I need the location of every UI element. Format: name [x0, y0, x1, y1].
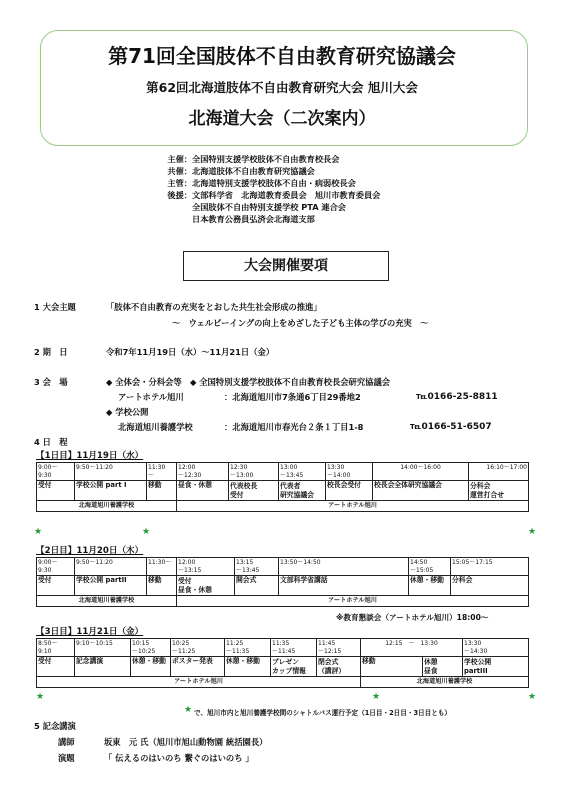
activity-cell: 昼食・休憩	[177, 481, 229, 501]
activity-cell: 分科会	[451, 576, 529, 596]
venue-cell: アートホテル旭川	[177, 596, 529, 607]
day2-label: 【2日目】11月20日（木）	[36, 546, 144, 556]
time-cell: 11:35 ～11:45	[271, 639, 317, 657]
section-title: 大会開催要項	[183, 251, 389, 281]
venue-hotel-name: アートホテル旭川	[118, 392, 184, 402]
day1-label: 【1日目】11月19日（水）	[36, 451, 144, 461]
sponsor-row: 日本教育公務員弘済会北海道支部	[192, 214, 315, 224]
activity-cell: 文部科学省講話	[279, 576, 409, 596]
event-subtitle: 第62回北海道肢体不自由教育研究大会 旭川大会	[146, 80, 418, 95]
sponsor-row: 後援：文部科学省 北海道教育委員会 旭川市教育委員会	[167, 190, 381, 200]
venue-cell: アートホテル旭川	[177, 501, 529, 512]
time-cell: 13:50～14:50	[279, 558, 409, 576]
star-icon: ★	[528, 692, 537, 702]
time-cell: 9:50～11:20	[75, 463, 147, 481]
activity-cell: 学校公開 partIII	[463, 657, 529, 677]
day3-label: 【3日目】11月21日（金）	[36, 627, 144, 637]
event-subtitle-2: 北海道大会（二次案内）	[188, 109, 376, 129]
activity-cell: 代表者 研究協議会	[279, 481, 326, 501]
activity-cell: 受付 昼食・休憩	[177, 576, 235, 596]
activity-cell: 受付	[37, 481, 75, 501]
speaker-name: 坂東 元 氏（旭川市旭山動物園 統括園長）	[104, 737, 268, 747]
time-cell: 12:15 ～ 13:30	[361, 639, 463, 657]
sponsor-row: 主催：全国特別支援学校肢体不自由教育校長会	[167, 154, 340, 164]
activity-cell: 休憩・移動	[409, 576, 451, 596]
sponsor-list	[148, 153, 380, 225]
time-cell: 11:30 ～	[147, 463, 177, 481]
activity-cell: 受付	[37, 576, 75, 596]
sponsor-row: 共催：北海道肢体不自由教育研究協議会	[167, 166, 315, 176]
star-icon: ★	[34, 527, 43, 537]
time-cell: 15:05～17:15	[451, 558, 529, 576]
activity-cell: ポスター発表	[171, 657, 225, 677]
time-cell: 13:30 ～14:30	[463, 639, 529, 657]
time-cell: 8:50～ 9:10	[37, 639, 75, 657]
activity-cell: 休憩 昼食	[423, 657, 463, 677]
period-label: 2 期 日	[34, 347, 68, 357]
activity-cell: 移動	[147, 576, 177, 596]
venue-school-tel: ℡0166-51-6507	[410, 422, 492, 432]
banquet-note: ※教育懇談会（アートホテル旭川）18:00～	[336, 613, 489, 622]
venue-school-address: ：北海道旭川市春光台２条１丁目1-8	[224, 422, 364, 432]
star-icon: ★	[184, 705, 193, 715]
theme-label: 1 大会主題	[34, 302, 76, 312]
sponsor-row: 全国肢体不自由特別支援学校 PTA 連合会	[192, 202, 346, 212]
time-cell: 11:45 ～12:15	[317, 639, 361, 657]
schedule-label: 4 日 程	[34, 437, 68, 447]
day3-table	[36, 638, 529, 688]
venue-line3: ◆ 学校公開	[106, 407, 149, 417]
activity-cell: 記念講演	[75, 657, 131, 677]
time-cell: 16:10～17:00	[469, 463, 529, 481]
activity-cell: 学校公開 partII	[75, 576, 147, 596]
venue-cell: 北海道旭川養護学校	[361, 677, 529, 688]
event-title: 第71回全国肢体不自由教育研究協議会	[108, 44, 456, 68]
time-cell: 13:30 ～14:00	[326, 463, 373, 481]
sponsor-row: 主管：北海道特別支援学校肢体不自由・病弱校長会	[167, 178, 356, 188]
theme-main: 「肢体不自由教育の充実をとおした共生社会形成の推進」	[106, 302, 322, 312]
lecture-title-label: 演題	[58, 753, 75, 763]
time-cell: 9:00～ 9:30	[37, 558, 75, 576]
speaker-label: 講師	[58, 737, 75, 747]
activity-cell: 休憩・移動	[131, 657, 171, 677]
star-icon: ★	[528, 527, 537, 537]
time-cell: 9:50～11:20	[75, 558, 147, 576]
star-icon: ★	[142, 527, 151, 537]
activity-cell: 移動	[361, 657, 423, 677]
venue-line1: ◆ 全体会・分科会等 ◆ 全国特別支援学校肢体不自由教育校長会研究協議会	[106, 377, 391, 387]
time-cell: 14:00～16:00	[373, 463, 469, 481]
lecture-title: 「 伝えるのはいのち 繋ぐのはいのち 」	[104, 753, 254, 763]
shuttle-note: で、旭川市内と旭川養護学校間のシャトルバス運行予定（1日目・2日目・3日目とも）	[194, 709, 452, 717]
venue-label: 3 会 場	[34, 377, 68, 387]
time-cell: 10:25 ～11:25	[171, 639, 225, 657]
time-cell: 13:15 ～13:45	[235, 558, 279, 576]
day1-table	[36, 462, 529, 512]
star-icon: ★	[36, 692, 45, 702]
day2-table	[36, 557, 529, 607]
venue-cell: 北海道旭川養護学校	[37, 596, 177, 607]
activity-cell: 休憩・移動	[225, 657, 271, 677]
activity-cell: 校長会受付	[326, 481, 373, 501]
venue-hotel-address: ：北海道旭川市7条通6丁目29番地2	[224, 392, 361, 402]
star-icon: ★	[372, 692, 381, 702]
activity-cell: 代表校長 受付	[229, 481, 279, 501]
activity-cell: 開会式	[235, 576, 279, 596]
time-cell: 13:00 ～13:45	[279, 463, 326, 481]
time-cell: 12:30 ～13:00	[229, 463, 279, 481]
venue-cell: 北海道旭川養護学校	[37, 501, 177, 512]
theme-sub: ～ ウェルビーイングの向上をめざした子ども主体の学びの充実 ～	[172, 318, 429, 328]
time-cell: 14:50 ～15:05	[409, 558, 451, 576]
activity-cell: 移動	[147, 481, 177, 501]
time-cell: 11:25 ～11:35	[225, 639, 271, 657]
time-cell: 10:15 ～10:25	[131, 639, 171, 657]
period-text: 令和7年11月19日（水）～11月21日（金）	[106, 347, 275, 357]
activity-cell: 校長会全体研究協議会	[373, 481, 469, 501]
venue-hotel-tel: ℡0166-25-8811	[416, 392, 498, 402]
activity-cell: 受付	[37, 657, 75, 677]
time-cell: 9:00～ 9:30	[37, 463, 75, 481]
activity-cell: 学校公開 part I	[75, 481, 147, 501]
time-cell: 11:30～	[147, 558, 177, 576]
venue-cell: アートホテル旭川	[37, 677, 361, 688]
activity-cell: プレゼン カップ情報	[271, 657, 317, 677]
lecture-label: 5 記念講演	[34, 721, 76, 731]
time-cell: 12:00 ～13:15	[177, 558, 235, 576]
time-cell: 9:10～10:15	[75, 639, 131, 657]
activity-cell: 分科会 運営打合せ	[469, 481, 529, 501]
activity-cell: 閉会式 （講評）	[317, 657, 361, 677]
venue-school-name: 北海道旭川養護学校	[118, 422, 193, 432]
time-cell: 12:00 ～12:30	[177, 463, 229, 481]
